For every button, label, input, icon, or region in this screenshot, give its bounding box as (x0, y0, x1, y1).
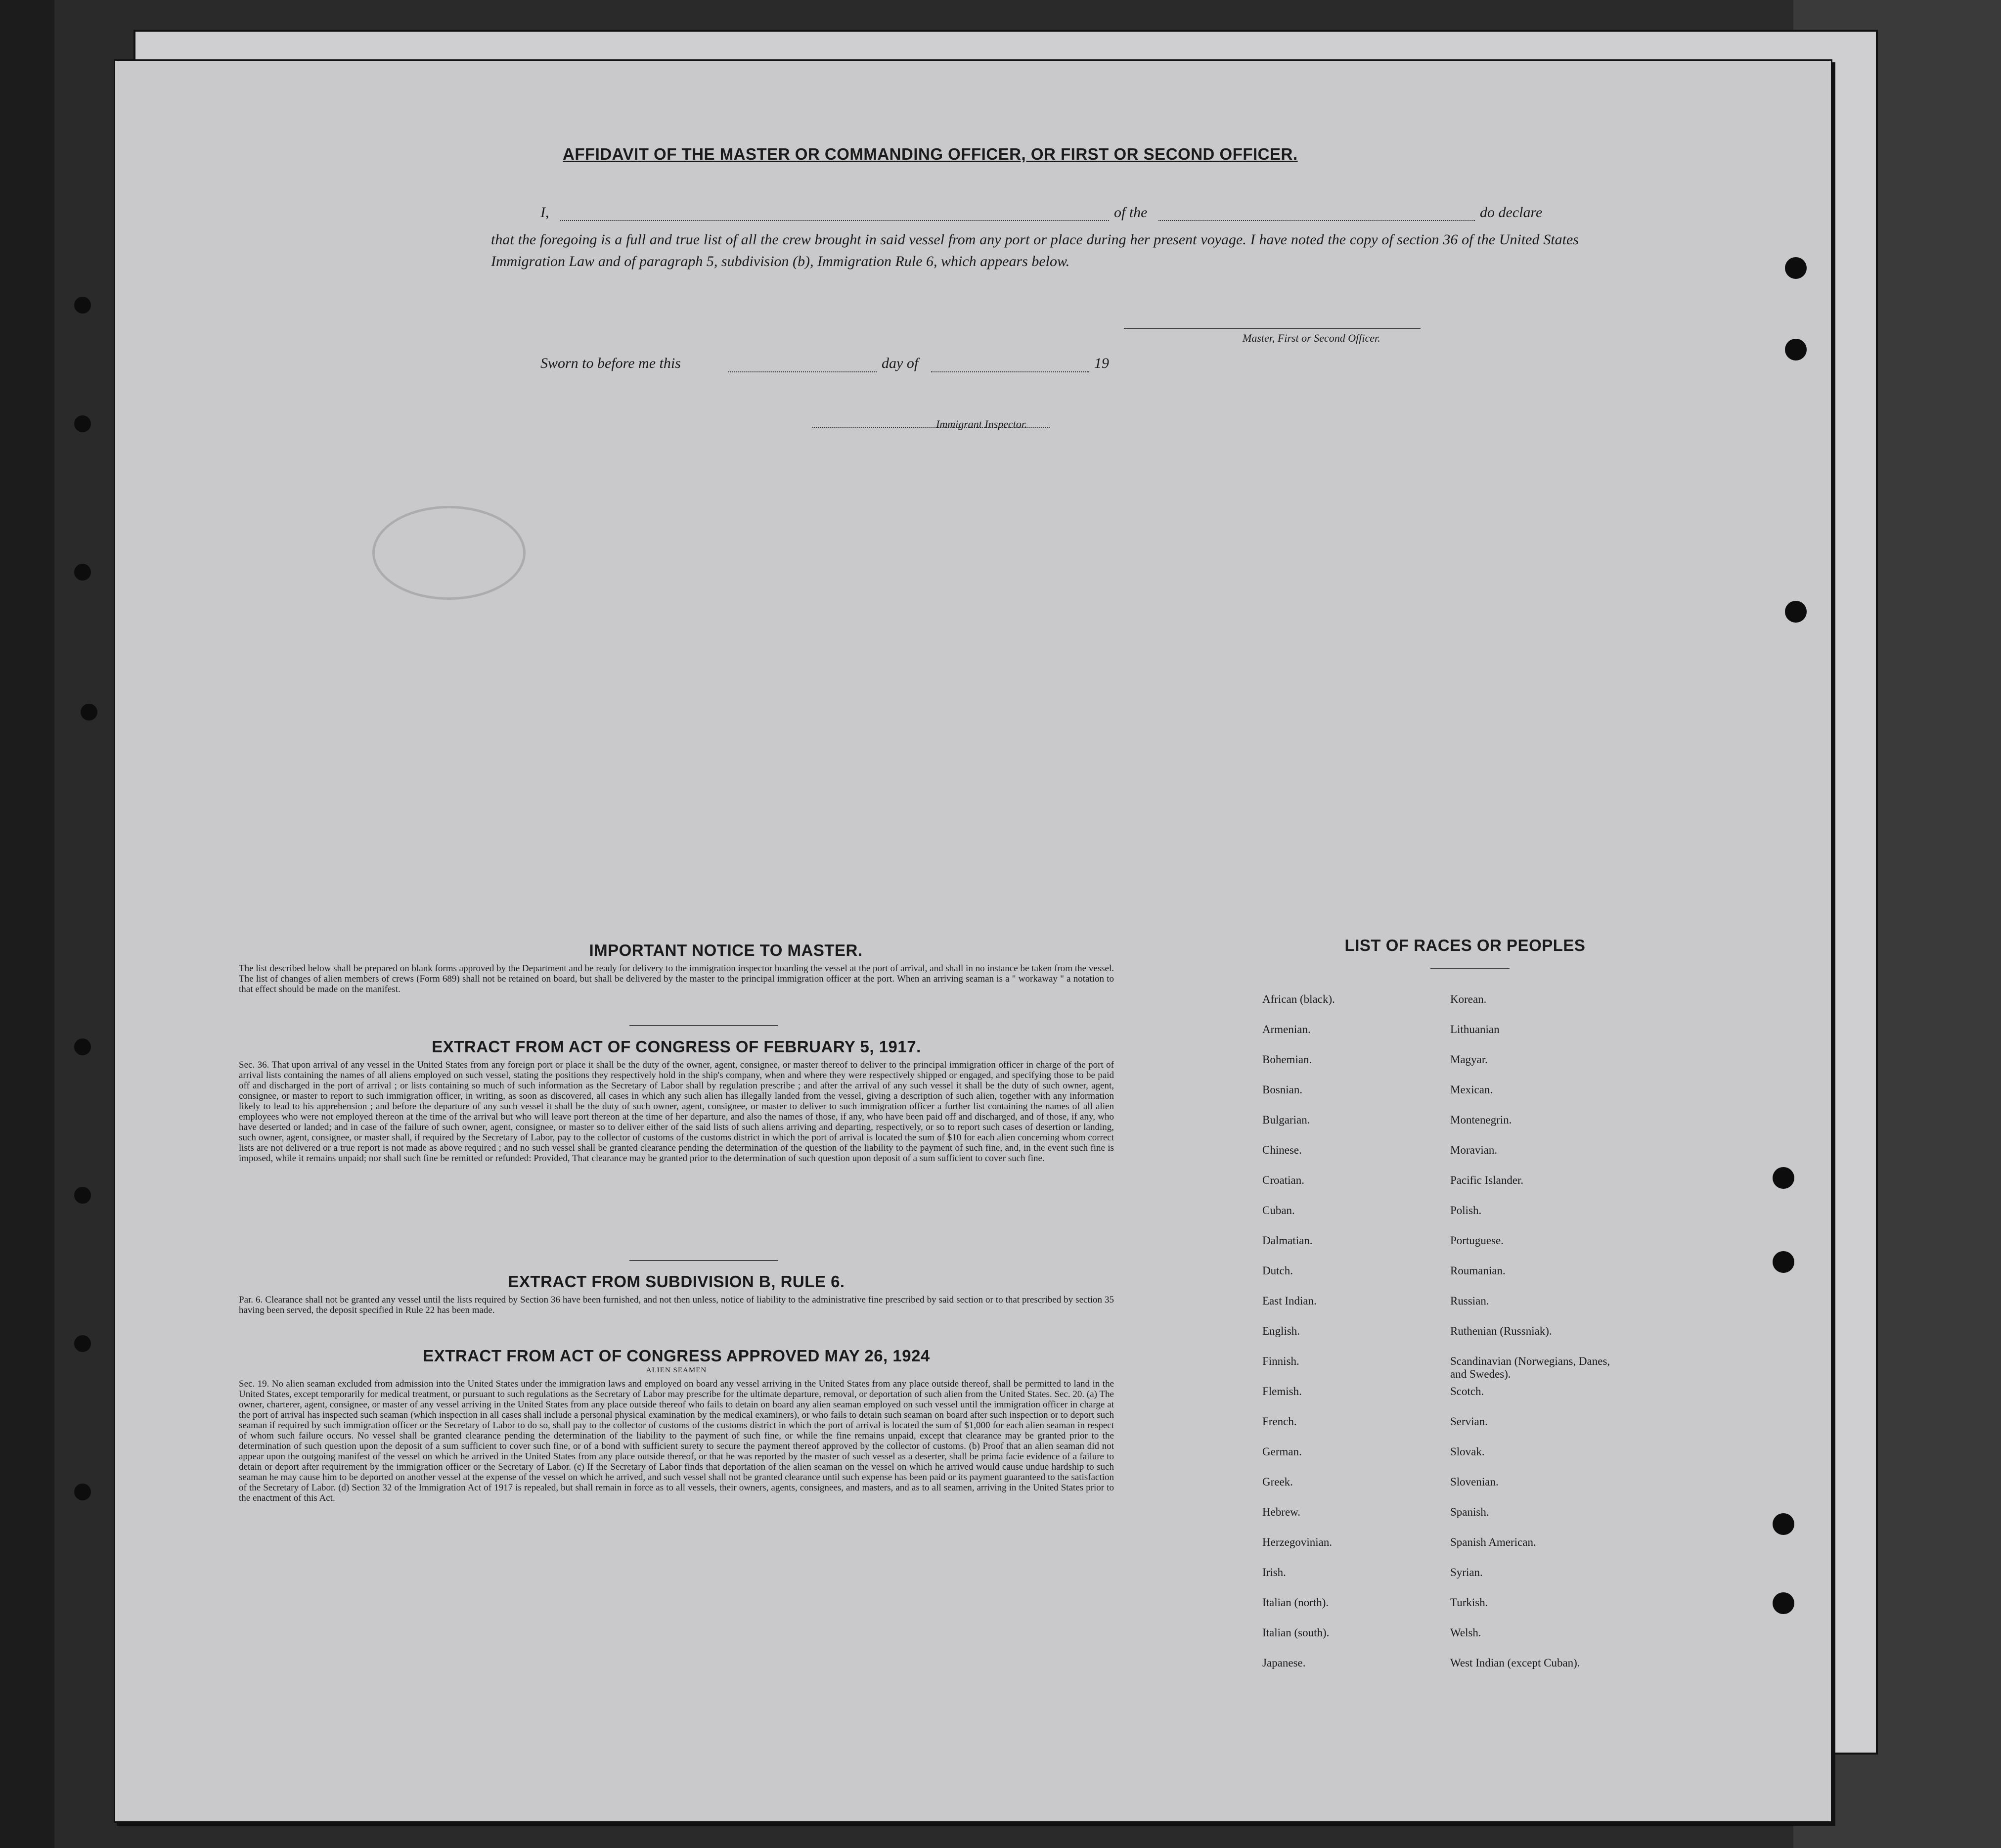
name-blank (560, 220, 1109, 221)
vessel-blank (1158, 220, 1475, 221)
extract-1917-title: EXTRACT FROM ACT OF CONGRESS OF FEBRUARY 5, 1917. (432, 1037, 921, 1056)
race-item: Scandinavian (Norwegians, Danes, and Swedes). (1450, 1355, 1610, 1380)
race-item: Slovenian. (1450, 1476, 1499, 1488)
month-blank (931, 371, 1089, 372)
binder-hole (81, 704, 97, 721)
race-item: English. (1262, 1325, 1300, 1337)
day-of-text: day of (882, 355, 919, 371)
race-item: Italian (south). (1262, 1626, 1330, 1639)
race-item: Polish. (1450, 1204, 1482, 1217)
race-item: Welsh. (1450, 1626, 1481, 1639)
binder-hole (1773, 1167, 1794, 1189)
sworn-text: Sworn to before me this (540, 355, 681, 371)
race-item: East Indian. (1262, 1295, 1317, 1307)
race-item: Spanish. (1450, 1506, 1489, 1518)
race-item: Roumanian. (1450, 1264, 1506, 1277)
affidavit-line-declare: do declare (1480, 204, 1543, 221)
extract-1917-text: Sec. 36. That upon arrival of any vessel in the United States from any foreign port or place it shall be the duty of the owner, agent, consignee, or master thereof to deliver to the principal immigration officer in charge of the port of arrival lists containing the names of all aliens employed on such vessel, stating the positions they respectively hold in the ship's company, when and where they were respectively shipped or engaged, and specifying those to be paid off and discharged in the port of arrival ; or lists containing so much of such information as the Secretary of Labor shall by regulation prescribe ; and after the arrival of any such vessel it shall be the duty of such owner, agent, consignee, or master to report to such immigration officer, in writing, as soon as discovered, all cases in which any such alien has illegally landed from the vessel, giving a description of such alien, together with any information likely to lead to his apprehension ; and before the departure of any such vessel it shall be the duty of such owner, agent, consignee, or master to deliver to such immigration officer a further list containing the names of all alien employees who were not employed thereon at the time of the arrival but who will leave port thereon at the time of her departure, and also the names of those, if any, who have been paid off and discharged, and of those, if any, who have deserted or landed; and in case of the failure of such owner, agent, consignee, or master so to deliver either of the said lists of such aliens arriving and departing, respectively, or so to report such cases of desertion or landing, such owner, agent, consignee, or master shall, if required by the Secretary of Labor, pay to the collector of customs of the customs district in which the port of arrival is located the sum of $10 for each alien concerning whom correct lists are not delivered or a true report is not made as above required ; and no such vessel shall be granted clearance pending the determination of the question of the liability to the payment of such fine, and, in the event such fine is imposed, while it remains unpaid; nor shall such fine be remitted or refunded: Provided, That clearance may be granted prior to the determination of such question upon deposit of a sum sufficient to cover such fine. (239, 1060, 1114, 1164)
race-item: Dutch. (1262, 1264, 1293, 1277)
rule-6-title: EXTRACT FROM SUBDIVISION B, RULE 6. (508, 1272, 845, 1291)
race-item: Irish. (1262, 1566, 1286, 1578)
affidavit-line-i: I, (540, 204, 549, 221)
race-item: Servian. (1450, 1415, 1488, 1428)
race-item: Italian (north). (1262, 1596, 1329, 1609)
binder-hole (1785, 601, 1807, 623)
race-item: Magyar. (1450, 1053, 1488, 1066)
race-item: Bosnian. (1262, 1083, 1303, 1096)
race-item: Lithuanian (1450, 1023, 1500, 1036)
race-item: Slovak. (1450, 1445, 1485, 1458)
binder-hole (74, 415, 91, 432)
document-page (114, 59, 1832, 1823)
binder-hole (1773, 1251, 1794, 1273)
race-item: Pacific Islander. (1450, 1174, 1524, 1186)
race-item: Finnish. (1262, 1355, 1299, 1367)
race-item: African (black). (1262, 993, 1335, 1005)
race-item: Croatian. (1262, 1174, 1304, 1186)
race-item: Spanish American. (1450, 1536, 1536, 1548)
race-item: Syrian. (1450, 1566, 1483, 1578)
race-item: Bulgarian. (1262, 1114, 1310, 1126)
race-item: Turkish. (1450, 1596, 1488, 1609)
binder-hole (1785, 339, 1807, 361)
race-item: Flemish. (1262, 1385, 1302, 1397)
race-item: Korean. (1450, 993, 1487, 1005)
scan-background-left (0, 0, 54, 1848)
binder-hole (1785, 257, 1807, 279)
affidavit-title: AFFIDAVIT OF THE MASTER OR COMMANDING OFFICER, OR FIRST OR SECOND OFFICER. (563, 145, 1298, 163)
race-item: Armenian. (1262, 1023, 1311, 1036)
race-item: Herzegovinian. (1262, 1536, 1333, 1548)
alien-seamen-subtitle: ALIEN SEAMEN (646, 1366, 707, 1374)
race-item: French. (1262, 1415, 1297, 1428)
faint-stamp (372, 506, 526, 600)
rule-6-text: Par. 6. Clearance shall not be granted any vessel until the lists required by Section 36 have been furnished, and not then unless, notice of liability to the administrative fine prescribed by said section or to that prescribed by section 35 having been served, the deposit specified in Rule 22 has been made. (239, 1295, 1114, 1315)
binder-hole (74, 297, 91, 314)
race-item: West Indian (except Cuban). (1450, 1657, 1580, 1669)
binder-hole (74, 1484, 91, 1500)
race-item: Ruthenian (Russniak). (1450, 1325, 1552, 1337)
inspector-label: Immigrant Inspector. (936, 418, 1027, 430)
race-item: Portuguese. (1450, 1234, 1504, 1247)
extract-1924-text: Sec. 19. No alien seaman excluded from admission into the United States under the immigration laws and employed on board any vessel arriving in the United States from any place outside thereof, shall be permitted to land in the United States, except temporarily for medical treatment, or pursuant to such regulations as the Secretary of Labor may prescribe for the ultimate departure, removal, or deportation of such alien from the United States. Sec. 20. (a) The owner, charterer, agent, consignee, or master of any vessel arriving in the United States from any place outside thereof who fails to detain on board any alien seaman employed on such vessel until the immigration officer in charge at the port of arrival has inspected such seaman (which inspection in all cases shall include a personal physical examination by the medical examiners), or who fails to detain such seaman on board after such inspection or to deport such seaman if required by such immigration officer or the Secretary of Labor to do so, shall pay to the collector of customs of the customs district in which the port of arrival is located the sum of $1,000 for each alien seaman in respect of whom such failure occurs. No vessel shall be granted clearance pending the determination of the liability to the payment of such fine, or while the fine remains unpaid, except that clearance may be granted prior to the determination of such question upon the deposit of a sum sufficient to cover such fine, or of a bond with sufficient surety to secure the payment thereof approved by the collector of customs. (b) Proof that an alien seaman did not appear upon the outgoing manifest of the vessel on which he arrived in the United States from any place outside thereof, or that he was reported by the master of such vessel as a deserter, shall be prima facie evidence of a failure to detain or deport after requirement by the immigration officer or the Secretary of Labor. (c) If the Secretary of Labor finds that deportation of the alien seaman on the vessel on which he arrived would cause undue hardship to such seaman he may cause him to be deported on another vessel at the expense of the vessel on which he arrived, and such vessel shall not be granted clearance until such expense has been paid or its payment guaranteed to the satisfaction of the Secretary of Labor. (d) Section 32 of the Immigration Act of 1917 is repealed, but shall remain in force as to all vessels, their owners, agents, consignees, and masters, and as to all seamen, arriving in the United States prior to the enactment of this Act. (239, 1379, 1114, 1503)
signature-label: Master, First or Second Officer. (1243, 332, 1380, 344)
binder-hole (74, 1335, 91, 1352)
race-item: Hebrew. (1262, 1506, 1301, 1518)
race-item: Dalmatian. (1262, 1234, 1313, 1247)
binder-hole (74, 1187, 91, 1204)
year-prefix: 19 (1094, 355, 1109, 371)
affidavit-body: that the foregoing is a full and true list of all the crew brought in said vessel from any port or place during her present voyage. I have noted the copy of section 36 of the United States Immigration Law and of paragraph 5, subdivision (b), Immigration Rule 6, which appears below. (491, 231, 1579, 270)
races-title-underline (1430, 968, 1510, 969)
affidavit-line-of: of the (1114, 204, 1148, 221)
race-item: Moravian. (1450, 1144, 1498, 1156)
notice-title: IMPORTANT NOTICE TO MASTER. (589, 941, 863, 959)
race-item: German. (1262, 1445, 1302, 1458)
race-item: Chinese. (1262, 1144, 1302, 1156)
binder-hole (1773, 1592, 1794, 1614)
race-item: Cuban. (1262, 1204, 1295, 1217)
binder-hole (1773, 1513, 1794, 1535)
race-item: Mexican. (1450, 1083, 1493, 1096)
section-divider (629, 1260, 778, 1261)
extract-1924-title: EXTRACT FROM ACT OF CONGRESS APPROVED MAY 26, 1924 (423, 1347, 930, 1365)
sworn-day-blank (728, 371, 877, 372)
race-item: Russian. (1450, 1295, 1489, 1307)
signature-line (1124, 328, 1421, 329)
race-item: Japanese. (1262, 1657, 1306, 1669)
race-item: Bohemian. (1262, 1053, 1312, 1066)
race-item: Montenegrin. (1450, 1114, 1512, 1126)
section-divider (629, 1025, 778, 1026)
races-title: LIST OF RACES OR PEOPLES (1344, 936, 1586, 954)
notice-text: The list described below shall be prepared on blank forms approved by the Department and be ready for delivery to the immigration inspector boarding the vessel at the port of arrival, and shall in no instance be taken from the vessel. The list of changes of alien members of crews (Form 689) shall not be retained on board, but shall be delivered by the master to the principal immigration officer at the port. When an arriving seaman is a " workaway " a notation to that effect should be made on the manifest. (239, 963, 1114, 994)
race-item: Scotch. (1450, 1385, 1484, 1397)
binder-hole (74, 564, 91, 581)
binder-hole (74, 1038, 91, 1055)
race-item: Greek. (1262, 1476, 1293, 1488)
